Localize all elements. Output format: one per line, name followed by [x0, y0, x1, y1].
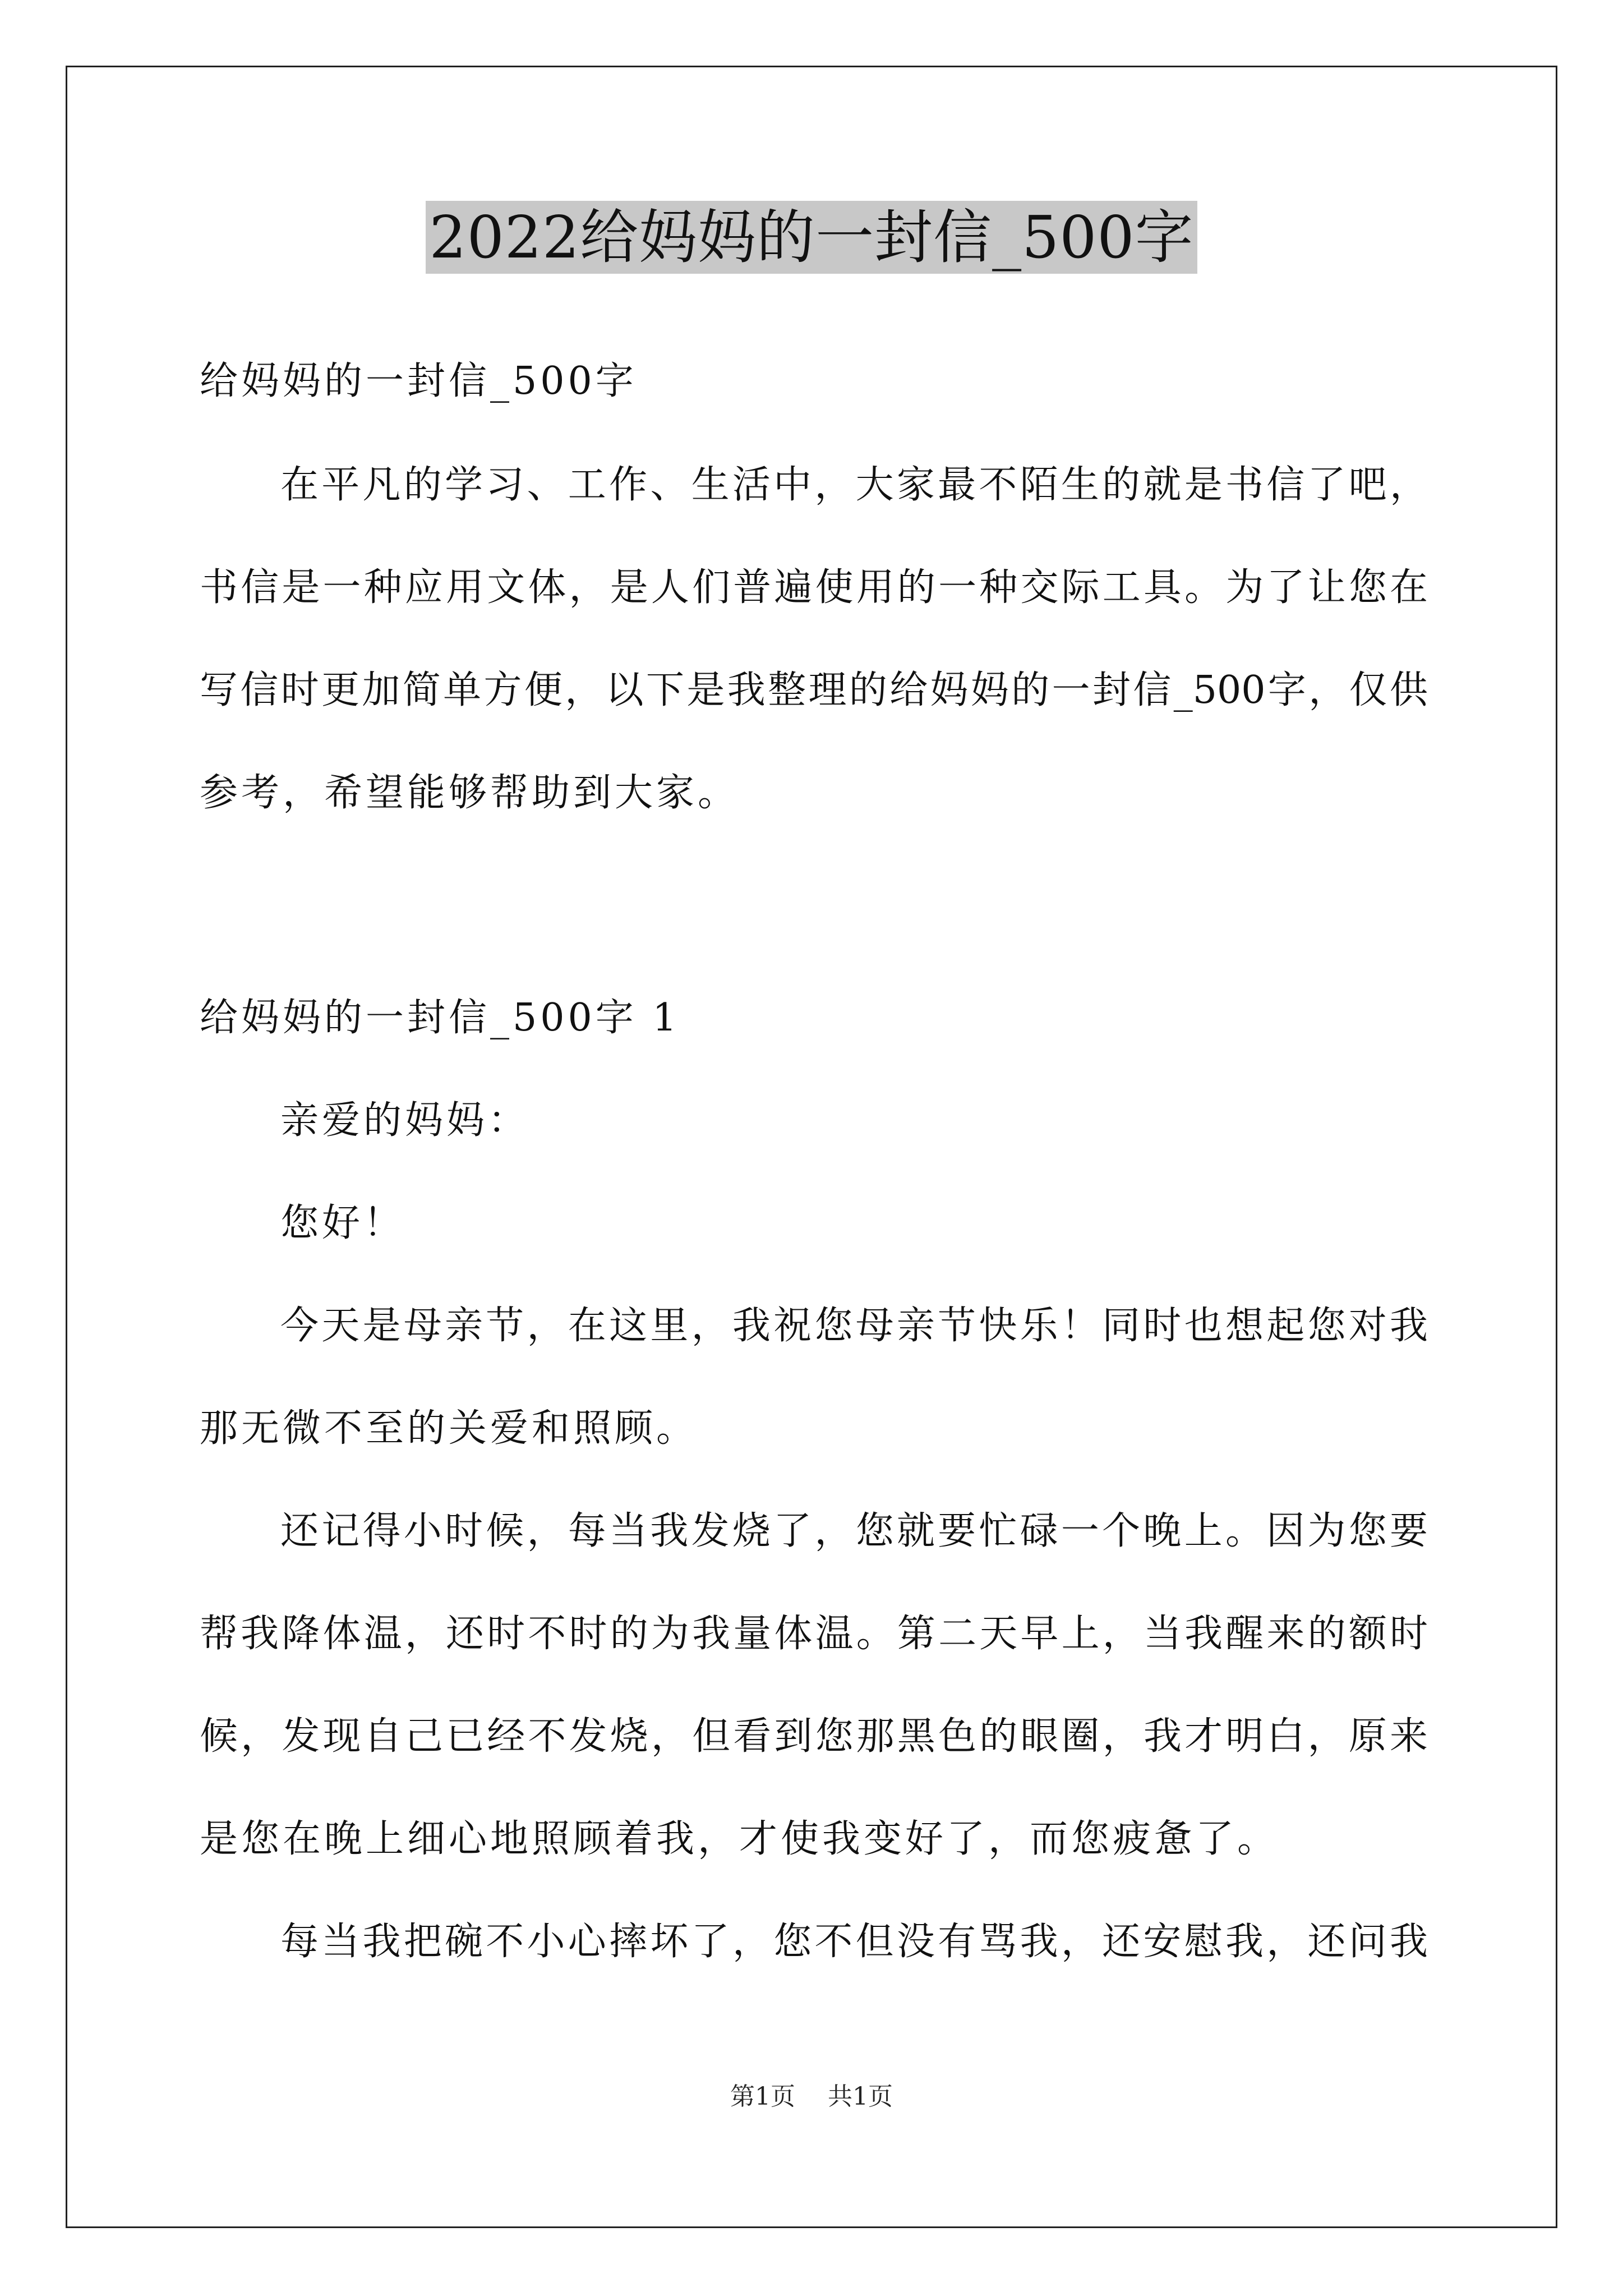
intro-line-2: 书信是一种应用文体，是人们普遍使用的一种交际工具。为了让您在: [200, 565, 1428, 610]
page-number-total: 共1页: [828, 2082, 893, 2111]
intro-line-4: 参考，希望能够帮助到大家。: [200, 771, 740, 815]
page-footer: [0, 2080, 1623, 2114]
salutation: 亲爱的妈妈：: [280, 1098, 530, 1143]
document-title: 2022给妈妈的一封信_500字: [426, 201, 1197, 274]
paragraph2-line-1: 还记得小时候，每当我发烧了，您就要忙碌一个晚上。因为您要: [280, 1509, 1428, 1553]
page-number-current: 第1页: [730, 2082, 795, 2111]
paragraph1-line-2: 那无微不至的关爱和照顾。: [200, 1406, 698, 1451]
paragraph2-line-3: 候，发现自己已经不发烧，但看到您那黑色的眼圈，我才明白，原来: [200, 1714, 1428, 1759]
paragraph1-line-1: 今天是母亲节，在这里，我祝您母亲节快乐！同时也想起您对我: [280, 1304, 1428, 1348]
paragraph2-line-4: 是您在晚上细心地照顾着我，才使我变好了，而您疲惫了。: [200, 1817, 1279, 1861]
paragraph3-line-1: 每当我把碗不小心摔坏了，您不但没有骂我，还安慰我，还问我: [280, 1920, 1428, 1964]
intro-line-1: 在平凡的学习、工作、生活中，大家最不陌生的就是书信了吧，: [280, 463, 1428, 507]
intro-line-3: 写信时更加简单方便，以下是我整理的给妈妈的一封信_500字，仅供: [200, 668, 1428, 712]
document-title-block: [0, 201, 1623, 274]
section-heading: 给妈妈的一封信_500字 1: [200, 996, 680, 1040]
greeting: 您好！: [280, 1201, 405, 1245]
paragraph2-line-2: 帮我降体温，还时不时的为我量体温。第二天早上，当我醒来的额时: [200, 1612, 1428, 1656]
subtitle: 给妈妈的一封信_500字: [200, 359, 637, 403]
